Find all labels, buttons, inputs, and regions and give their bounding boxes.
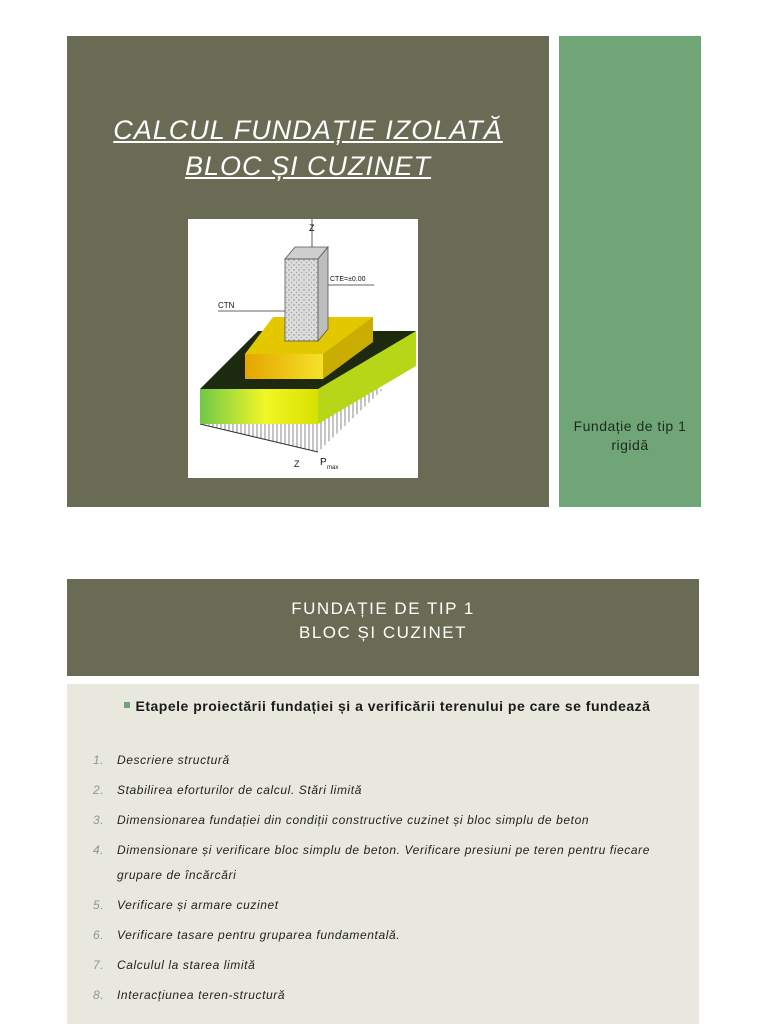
slide-title	[67, 112, 549, 184]
content-slide-title	[67, 597, 699, 645]
list-item-text: Stabilirea eforturilor de calcul. Stări limită	[117, 783, 363, 797]
list-item-text: Dimensionare și verificare bloc simplu de beton. Verificare presiuni pe teren pentru fiecare grupare de încărcări	[117, 843, 650, 882]
list-item-number: 8.	[93, 988, 105, 1002]
slide-title-line-2: BLOC ȘI CUZINET	[184, 151, 432, 181]
pmax-subscript: max	[327, 465, 339, 471]
title-slide-sidebar	[559, 36, 701, 507]
list-item-text: Calculul la starea limită	[117, 958, 256, 972]
list-item-number: 7.	[93, 958, 105, 972]
foundation-drawing	[188, 219, 418, 478]
pmax-label: P	[320, 457, 327, 468]
list-item	[93, 923, 673, 948]
main-bullet	[107, 697, 667, 716]
list-item	[93, 748, 673, 773]
content-slide-header	[67, 579, 699, 676]
list-item	[93, 953, 673, 978]
sidebar-caption-line-1: Fundație de tip 1	[573, 418, 687, 434]
steps-list	[93, 748, 673, 1013]
list-item-number: 5.	[93, 898, 105, 912]
ctn-label: CTN	[218, 301, 235, 310]
block-front	[200, 389, 318, 424]
list-item-number: 6.	[93, 928, 105, 942]
sidebar-caption	[559, 417, 701, 455]
foundation-diagram	[188, 219, 418, 478]
list-item-text: Descriere structură	[117, 753, 230, 767]
list-item-number: 4.	[93, 843, 105, 857]
content-title-line-2: BLOC ȘI CUZINET	[299, 623, 467, 642]
slide-title-line-1: CALCUL FUNDAȚIE IZOLATĂ	[113, 115, 503, 145]
list-item-text: Interacțiunea teren-structură	[117, 988, 286, 1002]
axis-z-bottom-label: Z	[294, 459, 300, 469]
cuzinet-front	[245, 354, 323, 379]
content-slide-body	[67, 684, 699, 1024]
cte-label: CTE=±0.00	[330, 276, 366, 283]
list-item-number: 3.	[93, 813, 105, 827]
title-slide	[67, 36, 549, 507]
list-item-number: 2.	[93, 783, 105, 797]
list-item	[93, 808, 673, 833]
sidebar-caption-line-2: rigidă	[611, 437, 649, 453]
list-item	[93, 893, 673, 918]
list-item-number: 1.	[93, 753, 105, 767]
square-bullet-icon	[124, 702, 130, 708]
main-bullet-text: Etapele proiectării fundației și a verificării terenului pe care se fundează	[135, 698, 651, 714]
axis-z-top-label: Z	[309, 223, 315, 233]
list-item	[93, 838, 673, 888]
list-item-text: Dimensionarea fundației din condiții constructive cuzinet și bloc simplu de beton	[117, 813, 590, 827]
list-item-text: Verificare tasare pentru gruparea fundamentală.	[117, 928, 401, 942]
list-item	[93, 778, 673, 803]
list-item-text: Verificare și armare cuzinet	[117, 898, 279, 912]
column	[285, 259, 318, 341]
content-title-line-1: FUNDAȚIE DE TIP 1	[291, 599, 475, 618]
list-item	[93, 983, 673, 1008]
